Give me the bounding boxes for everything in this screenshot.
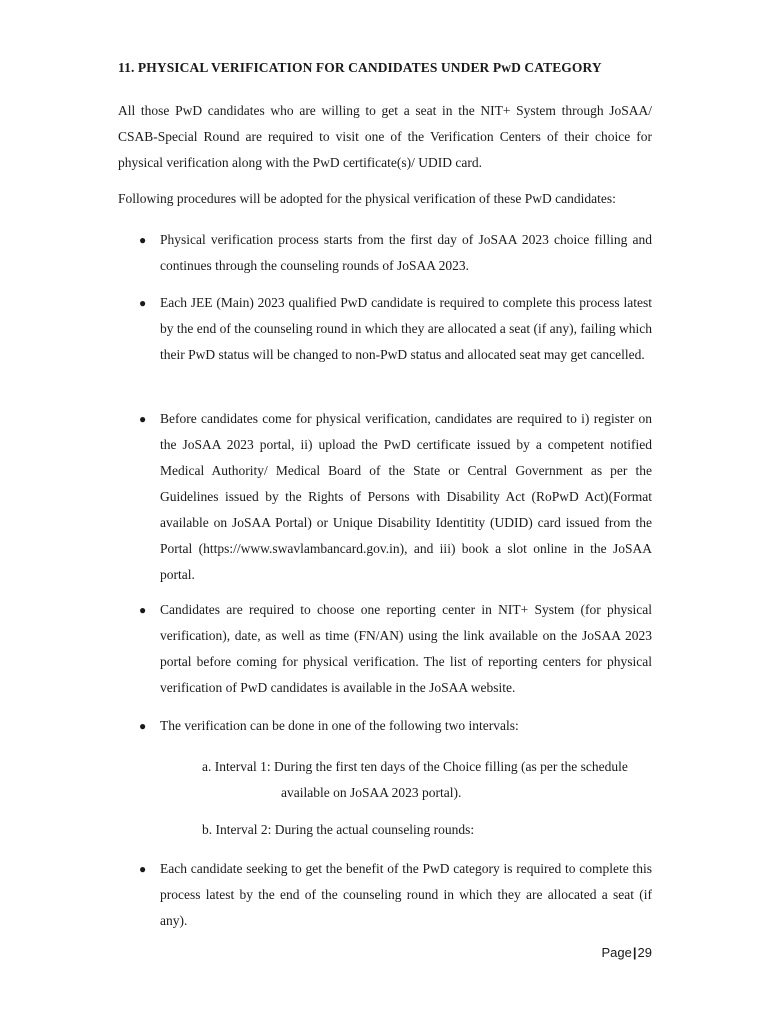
interval-1-item: [202, 754, 652, 806]
bullet-icon: ●: [139, 233, 147, 247]
interval-1-line2: available on JoSAA 2023 portal).: [281, 785, 462, 800]
bullet-text: Each candidate seeking to get the benefit of the PwD category is required to complete this process latest by the end of the counseling round in which they are allocated a seat (if any).: [160, 861, 652, 928]
page-separator: |: [632, 945, 637, 960]
bullet-item: [139, 597, 652, 701]
procedures-intro-paragraph: Following procedures will be adopted for the physical verification of these PwD candidates:: [118, 191, 616, 206]
page-footer: [602, 945, 652, 960]
bullet-icon: ●: [139, 296, 147, 310]
bullet-item: [139, 406, 652, 588]
bullet-item: [139, 290, 652, 368]
bullet-text: The verification can be done in one of the following two intervals:: [160, 718, 519, 733]
interval-1-line1: a. Interval 1: During the first ten days of the Choice filling (as per the schedule: [202, 759, 628, 774]
section-heading: 11. PHYSICAL VERIFICATION FOR CANDIDATES UNDER PwD CATEGORY: [118, 60, 602, 75]
page-label: Page: [601, 945, 632, 960]
bullet-text: Before candidates come for physical verification, candidates are required to i) register on the JoSAA 2023 portal, ii) upload the PwD certificate issued by a competent notified Medical Authority/ Medical Board of the State or Central Government as per the Guidelines issued by the Rights of Persons with Disability Act (RoPwD Act)(Format available on JoSAA Portal) or Unique Disability Identitity (UDID) card issued from the Portal (https://www.swavlambancard.gov.in), and iii) book a slot online in the JoSAA portal.: [160, 411, 652, 582]
bullet-item: [139, 856, 652, 934]
page-number: 29: [637, 945, 652, 960]
intro-paragraph: All those PwD candidates who are willing to get a seat in the NIT+ System through JoSAA/ CSAB-Special Round are required to visit one of the Verification Centers of their choice for physical verification along with the PwD certificate(s)/ UDID card.: [118, 103, 652, 170]
bullet-text: Candidates are required to choose one reporting center in NIT+ System (for physical verification), date, as well as time (FN/AN) using the link available on the JoSAA 2023 portal before coming for physical verification. The list of reporting centers for physical verification of PwD candidates is available in the JoSAA website.: [160, 602, 652, 695]
bullet-icon: ●: [139, 862, 147, 876]
interval-2-item: b. Interval 2: During the actual counseling rounds:: [202, 822, 475, 837]
bullet-icon: ●: [139, 412, 147, 426]
bullet-icon: ●: [139, 719, 147, 733]
bullet-item: [139, 713, 652, 739]
bullet-icon: ●: [139, 603, 147, 617]
bullet-item: [139, 227, 652, 279]
bullet-text: Physical verification process starts from the first day of JoSAA 2023 choice filling and continues through the counseling rounds of JoSAA 2023.: [160, 232, 652, 273]
bullet-text: Each JEE (Main) 2023 qualified PwD candidate is required to complete this process latest by the end of the counseling round in which they are allocated a seat (if any), failing which their PwD status will be changed to non-PwD status and allocated seat may get cancelled.: [160, 295, 652, 362]
